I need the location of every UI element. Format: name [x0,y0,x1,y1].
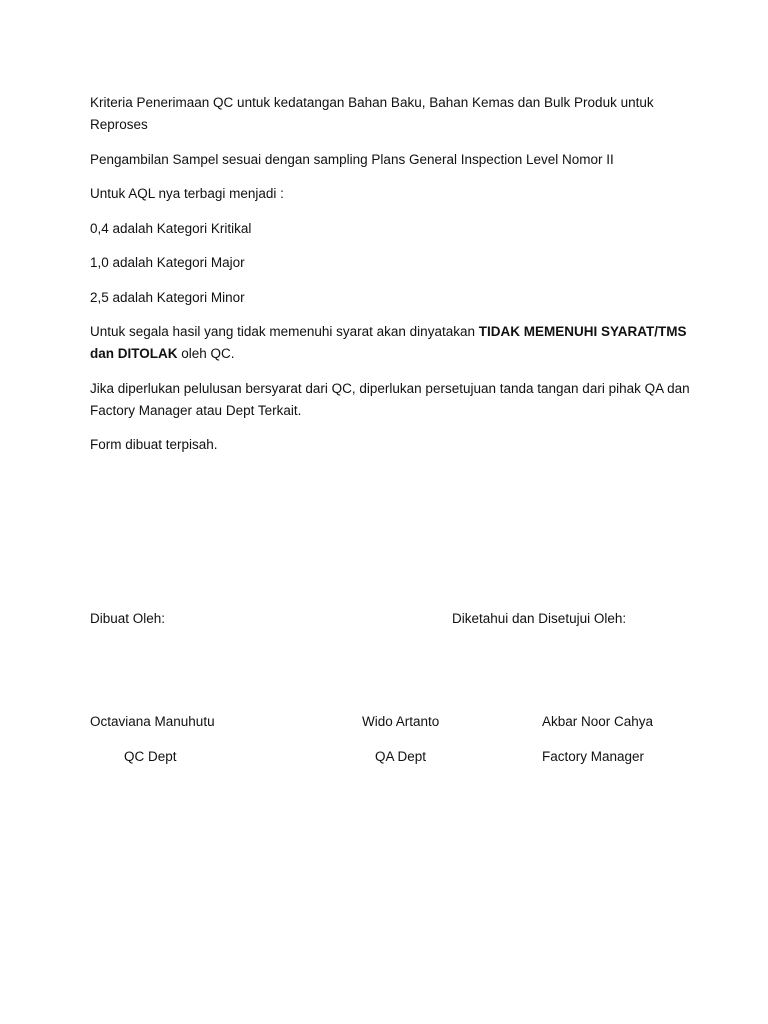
approved-by-label: Diketahui dan Disetujui Oleh: [452,611,627,626]
aql-minor: 2,5 adalah Kategori Minor [90,289,245,305]
signer-name-qc: Octaviana Manuhutu [90,714,215,729]
signer-name-factory: Akbar Noor Cahya [542,714,654,729]
rejection-emphasis: TIDAK MEMENUHI SYARAT/TMS dan DITOLAK [90,324,687,361]
aql-critical: 0,4 adalah Kategori Kritikal [90,220,252,236]
rejection-paragraph [90,321,690,365]
rejection-suffix: oleh QC. [177,346,235,361]
approval-paragraph: Jika diperlukan pelulusan bersyarat dari QC, diperlukan persetujuan tanda tangan dari pihak QA dan Factory Manager atau Dept Terkait. [90,380,690,418]
rejection-prefix: Untuk segala hasil yang tidak memenuhi syarat akan dinyatakan [90,324,479,339]
signer-dept-qa: QA Dept [375,749,427,764]
document-body [90,92,690,469]
aql-major: 1,0 adalah Kategori Major [90,255,245,270]
aql-intro: Untuk AQL nya terbagi menjadi : [90,186,284,201]
form-note: Form dibuat terpisah. [90,437,218,452]
signer-dept-factory: Factory Manager [542,749,645,764]
made-by-label: Dibuat Oleh: [90,611,166,626]
signer-dept-qc: QC Dept [124,749,177,764]
signer-name-qa: Wido Artanto [362,714,440,729]
criteria-title: Kriteria Penerimaan QC untuk kedatangan Bahan Baku, Bahan Kemas dan Bulk Produk untuk Reproses [90,95,654,132]
sampling-paragraph: Pengambilan Sampel sesuai dengan sampling Plans General Inspection Level Nomor II [90,151,614,167]
